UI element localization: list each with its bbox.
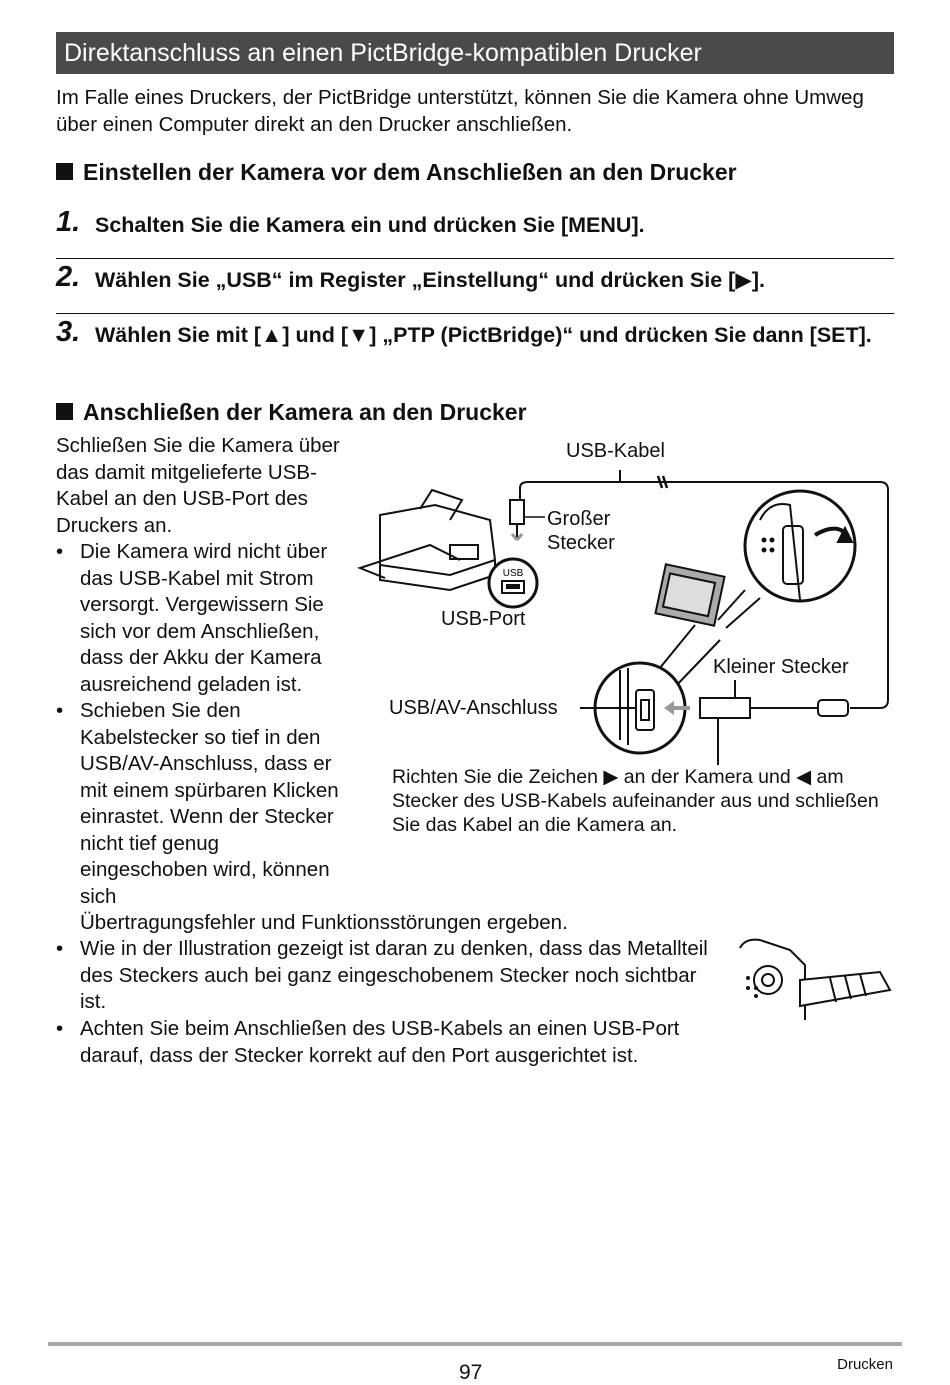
page-title: Direktanschluss an einen PictBridge-kompatiblen Drucker [56, 32, 894, 74]
section-heading-setup-text: Einstellen der Kamera vor dem Anschließen an den Drucker [83, 159, 737, 185]
step-text-1: Schalten Sie die Kamera ein und drücken Sie [MENU]. [95, 213, 645, 237]
step-number-3: 3. [56, 316, 81, 348]
footer-section-name: Drucken [837, 1356, 893, 1373]
large-plug-label: Großer Stecker [547, 508, 615, 554]
page-number: 97 [459, 1361, 483, 1384]
diagram-caption: Richten Sie die Zeichen ▶ an der Kamera und ◀ am Stecker des USB-Kabels aufeinander aus und schließen Sie das Kabel an die Kamera an. [392, 766, 879, 836]
section-heading-connect-text: Anschließen der Kamera an den Drucker [83, 399, 527, 425]
intro-paragraph: Im Falle eines Druckers, der PictBridge unterstützt, können Sie die Kamera ohne Umweg über einen Computer direkt an den Drucker anschließen. [56, 86, 864, 136]
bullet-mark: • [56, 1017, 64, 1040]
bullet-text-2-cont: Übertragungsfehler und Funktionsstörungen ergeben. [80, 911, 568, 934]
usb-port-circle [489, 559, 537, 607]
bullet-text-2: Schieben Sie den Kabelstecker so tief in den USB/AV-Anschluss, dass er mit einem spürbaren Klicken einrastet. Wenn der Stecker nicht tief genug eingeschoben wird, können sich [80, 699, 339, 908]
step-number-2: 2. [56, 261, 81, 293]
step-text-2: Wählen Sie „USB“ im Register „Einstellung“ und drücken Sie [▶]. [95, 268, 765, 292]
usb-cable-label: USB-Kabel [566, 440, 665, 462]
bullet-mark: • [56, 540, 64, 563]
step-text-3: Wählen Sie mit [▲] und [▼] „PTP (PictBridge)“ und drücken Sie dann [SET]. [95, 323, 872, 347]
step-number-1: 1. [56, 206, 81, 238]
connect-lead-text: Schließen Sie die Kamera über das damit mitgelieferte USB-Kabel an den USB-Port des Druckers an. [56, 434, 340, 537]
bullet-text-3: Wie in der Illustration gezeigt ist daran zu denken, dass das Metallteil des Steckers auch bei ganz eingeschobenem Stecker noch sichtbar ist. [80, 937, 708, 1013]
bullet-text-4: Achten Sie beim Anschließen des USB-Kabels an einen USB-Port darauf, dass der Stecker korrekt auf den Port ausgerichtet ist. [80, 1017, 680, 1067]
usb-port-label: USB-Port [441, 608, 526, 630]
usb-badge-text: USB [502, 568, 524, 579]
bullet-mark: • [56, 699, 64, 722]
usb-av-port-label: USB/AV-Anschluss [389, 697, 558, 719]
bullet-mark: • [56, 937, 64, 960]
small-plug-label: Kleiner Stecker [713, 656, 849, 678]
footer-divider [48, 1342, 902, 1346]
bullet-text-1: Die Kamera wird nicht über das USB-Kabel mit Strom versorgt. Vergewissern Sie sich vor dem Anschließen, dass der Akku der Kamera ausreichend geladen ist. [80, 540, 328, 696]
